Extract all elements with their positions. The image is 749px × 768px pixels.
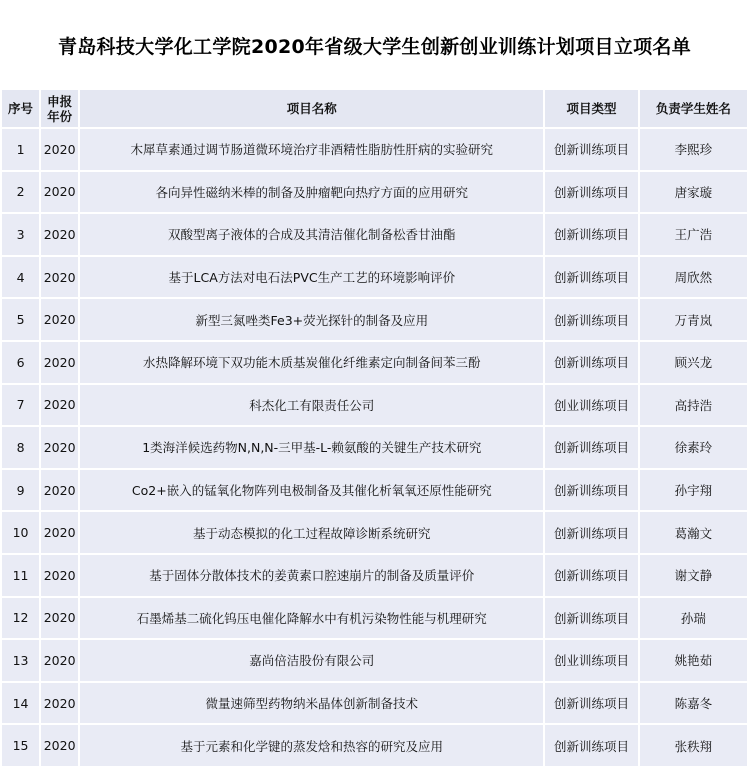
cell-project-type: 创新训练项目 (545, 172, 637, 213)
cell-leader: 葛瀚文 (640, 512, 747, 553)
cell-index: 2 (2, 172, 39, 213)
cell-year: 2020 (41, 683, 78, 724)
table-row (2, 640, 747, 681)
cell-project-type: 创新训练项目 (545, 683, 637, 724)
table-row (2, 683, 747, 724)
table-row (2, 555, 747, 596)
cell-project-type: 创新训练项目 (545, 342, 637, 383)
cell-project-type: 创新训练项目 (545, 129, 637, 170)
table-row (2, 342, 747, 383)
cell-year: 2020 (41, 129, 78, 170)
cell-project-name: 新型三氮唑类Fe3+荧光探针的制备及应用 (80, 299, 543, 340)
cell-project-name: 基于动态模拟的化工过程故障诊断系统研究 (80, 512, 543, 553)
cell-leader: 李熙珍 (640, 129, 747, 170)
cell-index: 6 (2, 342, 39, 383)
table-row (2, 214, 747, 255)
cell-leader: 王广浩 (640, 214, 747, 255)
cell-year: 2020 (41, 598, 78, 639)
cell-index: 9 (2, 470, 39, 511)
cell-project-type: 创新训练项目 (545, 470, 637, 511)
cell-index: 11 (2, 555, 39, 596)
cell-project-type: 创新训练项目 (545, 512, 637, 553)
cell-index: 15 (2, 725, 39, 766)
cell-leader: 姚艳茹 (640, 640, 747, 681)
cell-year: 2020 (41, 470, 78, 511)
cell-year: 2020 (41, 385, 78, 426)
cell-project-type: 创新训练项目 (545, 299, 637, 340)
cell-project-name: 科杰化工有限责任公司 (80, 385, 543, 426)
cell-project-type: 创业训练项目 (545, 640, 637, 681)
table-row (2, 427, 747, 468)
cell-leader: 唐家璇 (640, 172, 747, 213)
header-project-name: 项目名称 (80, 90, 543, 127)
cell-leader: 陈嘉冬 (640, 683, 747, 724)
cell-leader: 高持浩 (640, 385, 747, 426)
cell-project-name: 水热降解环境下双功能木质基炭催化纤维素定向制备间苯三酚 (80, 342, 543, 383)
table-row (2, 512, 747, 553)
cell-project-name: 基于元素和化学键的蒸发焓和热容的研究及应用 (80, 725, 543, 766)
header-year-line2: 年份 (47, 108, 73, 124)
cell-index: 12 (2, 598, 39, 639)
cell-project-type: 创新训练项目 (545, 257, 637, 298)
table-row (2, 172, 747, 213)
cell-project-name: 基于LCA方法对电石法PVC生产工艺的环境影响评价 (80, 257, 543, 298)
cell-leader: 顾兴龙 (640, 342, 747, 383)
cell-project-type: 创新训练项目 (545, 555, 637, 596)
cell-year: 2020 (41, 257, 78, 298)
cell-year: 2020 (41, 427, 78, 468)
cell-project-type: 创新训练项目 (545, 598, 637, 639)
table-row (2, 385, 747, 426)
cell-year: 2020 (41, 725, 78, 766)
cell-leader: 张秩翔 (640, 725, 747, 766)
header-project-type: 项目类型 (545, 90, 637, 127)
cell-year: 2020 (41, 214, 78, 255)
cell-leader: 周欣然 (640, 257, 747, 298)
cell-index: 4 (2, 257, 39, 298)
cell-project-type: 创新训练项目 (545, 725, 637, 766)
cell-index: 8 (2, 427, 39, 468)
header-index: 序号 (2, 90, 39, 127)
table-row (2, 299, 747, 340)
cell-project-type: 创新训练项目 (545, 214, 637, 255)
cell-index: 1 (2, 129, 39, 170)
cell-year: 2020 (41, 172, 78, 213)
cell-index: 13 (2, 640, 39, 681)
cell-project-type: 创业训练项目 (545, 385, 637, 426)
cell-year: 2020 (41, 640, 78, 681)
cell-index: 14 (2, 683, 39, 724)
table-row (2, 598, 747, 639)
cell-index: 5 (2, 299, 39, 340)
cell-index: 7 (2, 385, 39, 426)
table-row (2, 470, 747, 511)
page-title: 青岛科技大学化工学院2020年省级大学生创新创业训练计划项目立项名单 (57, 36, 692, 58)
table-row (2, 129, 747, 170)
cell-year: 2020 (41, 512, 78, 553)
header-year-line1: 申报 (47, 93, 73, 109)
table-row (2, 257, 747, 298)
cell-year: 2020 (41, 299, 78, 340)
cell-year: 2020 (41, 555, 78, 596)
cell-project-name: 石墨烯基二硫化钨压电催化降解水中有机污染物性能与机理研究 (80, 598, 543, 639)
cell-index: 10 (2, 512, 39, 553)
cell-project-name: 木犀草素通过调节肠道微环境治疗非酒精性脂肪性肝病的实验研究 (80, 129, 543, 170)
cell-project-type: 创新训练项目 (545, 427, 637, 468)
cell-leader: 孙瑞 (640, 598, 747, 639)
table-row (2, 725, 747, 766)
cell-project-name: 基于固体分散体技术的姜黄素口腔速崩片的制备及质量评价 (80, 555, 543, 596)
project-table (0, 88, 749, 768)
cell-project-name: 各向异性磁纳米棒的制备及肿瘤靶向热疗方面的应用研究 (80, 172, 543, 213)
header-year (41, 90, 78, 127)
cell-project-name: 双酸型离子液体的合成及其清洁催化制备松香甘油酯 (80, 214, 543, 255)
cell-leader: 孙宇翔 (640, 470, 747, 511)
cell-leader: 徐素玲 (640, 427, 747, 468)
cell-project-name: Co2+嵌入的锰氧化物阵列电极制备及其催化析氧氧还原性能研究 (80, 470, 543, 511)
cell-leader: 万青岚 (640, 299, 747, 340)
header-leader: 负责学生姓名 (640, 90, 747, 127)
cell-project-name: 1类海洋候选药物N,N,N-三甲基-L-赖氨酸的关键生产技术研究 (80, 427, 543, 468)
cell-project-name: 嘉尚倍洁股份有限公司 (80, 640, 543, 681)
cell-leader: 谢文静 (640, 555, 747, 596)
cell-project-name: 微量速筛型药物纳米晶体创新制备技术 (80, 683, 543, 724)
header-row (2, 90, 747, 127)
cell-index: 3 (2, 214, 39, 255)
table-body (2, 129, 747, 766)
cell-year: 2020 (41, 342, 78, 383)
table-header (2, 90, 747, 127)
